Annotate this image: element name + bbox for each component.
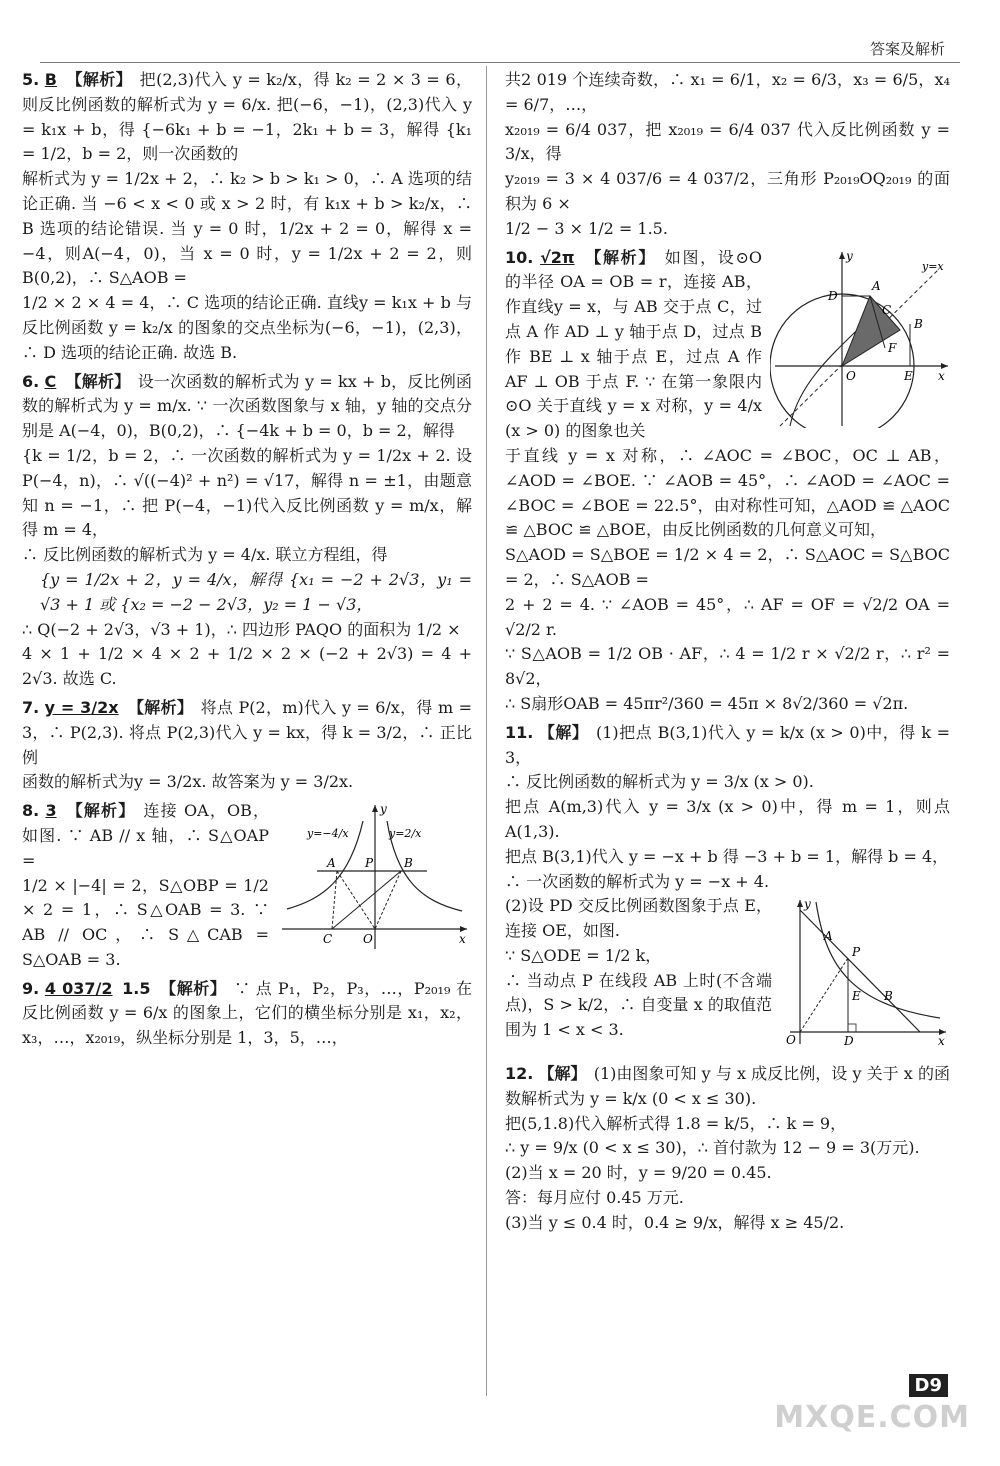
question-9-continued [505,68,950,242]
point-label: O [786,1033,796,1047]
solution-line: ∴ y = 9/x (0 < x ≤ 30)，∴ 首付款为 12 − 9 = 3(万元). [505,1138,920,1158]
solution-line: (3)当 y ≤ 0.4 时，0.4 ≥ 9/x，解得 x ≥ 45/2. [505,1212,845,1232]
solution-line: 4 × 1 + 1/2 × 4 × 2 + 1/2 × 2 × (−2 + 2√3) = 4 + 2√3. 故选 C. [22,644,472,689]
left-column [22,68,472,1055]
solution-line: 于直线 y = x 对称，∴ ∠AOC = ∠BOC，OC ⊥ AB，∠AOD = ∠BOE. ∵ ∠AOB = 45°，∴ ∠AOD = ∠AOC = ∠BOC = ∠BOE = 22.5°，由对称性可知，△AOD ≌ △AOC ≌ △BOC ≌ △BOE，由反比例函数的几何意义可知， [505,445,950,540]
question-number: 12. [505,1064,534,1084]
solution-line: ∴ 一次函数的解析式为 y = −x + 4. [505,871,770,891]
solution-line: (2)设 PD 交反比例函数图象于点 E，连接 OE，如图. [505,896,772,941]
point-label: B [404,856,413,871]
equation-system: {y = 1/2x + 2，y = 4/x，解得 {x₁ = −2 + 2√3，y₁ = √3 + 1 或 {x₂ = −2 − 2√3，y₂ = 1 − √3， [40,569,472,614]
question-number: 5. [22,70,40,89]
solution-line: 设一次函数的解析式为 y = kx + b，反比例函数的解析式为 y = m/x. ∵ 一次函数图象与 x 轴，y 轴的交点分别是 A(−4，0)，B(0,2)，∴ {−4k + b = 0，b = 2，解得 [22,371,472,441]
solution-line: ∵ 点 P₁，P₂，P₃，…，P₂₀₁₉ 在反比例函数 y = 6/x 的图象上，它们的横坐标分别是 x₁，x₂，x₃，…，x₂₀₁₉，纵坐标分别是 1，3，5，…， [22,978,473,1048]
analysis-tag: 【解析】 [585,247,657,267]
point-label: E [852,989,861,1004]
answer-value: y = 3/2x [44,697,119,717]
curve-label-right: y=2/x [389,827,422,841]
line-hyperbola-figure-q11 [780,896,950,1046]
point-label: P [365,856,374,871]
watermark: MXQE.COM [774,1400,970,1435]
question-12 [505,1062,950,1236]
point-label: D [828,288,838,303]
point-label: O [363,932,373,947]
point-label: C [323,932,333,947]
solution-line: 函数的解析式为y = 3/2x. 故答案为 y = 3/2x. [22,772,354,792]
solution-tag: 【解】 [538,1064,587,1084]
solution-line: 把点 B(3,1)代入 y = −x + b 得 −3 + b = 1，解得 b = 4， [505,846,949,866]
figure-q8 [277,801,472,959]
axis-label: y [380,802,387,817]
point-label: C [882,302,892,317]
solution-line: (1)把点 B(3,1)代入 y = k/x (x > 0)中，得 k = 3， [505,722,950,767]
solution-line: 答：每月应付 0.45 万元. [505,1188,684,1208]
answer-value: 4 037/2 [44,978,113,998]
point-label: D [844,1034,854,1047]
question-8 [22,799,472,973]
circle-figure-q10 [770,248,950,428]
solution-line: x₂₀₁₉ = 6/4 037，把 x₂₀₁₉ = 6/4 037 代入反比例函数 y = 3/x，得 [505,119,950,164]
point-label: B [914,316,923,331]
curve-label-left: y=−4/x [307,827,349,841]
answer-value: 3 [45,801,57,821]
solution-line: 共2 019 个连续奇数，∴ x₁ = 6/1，x₂ = 6/3，x₃ = 6/5，x₄ = 6/7，…， [505,70,950,114]
point-label: E [904,368,913,383]
analysis-tag: 【解析】 [160,978,227,998]
solution-line: y₂₀₁₉ = 3 × 4 037/6 = 4 037/2，三角形 P₂₀₁₉OQ₂₀₁₉ 的面积为 6 × [505,169,950,213]
solution-tag: 【解】 [538,722,589,742]
solution-line: 连接 OA，OB，如图. ∵ AB // x 轴，∴ S△OAP = [22,801,269,870]
solution-line: ∴ 当动点 P 在线段 AB 上时(不含端点)，S > k/2，∴ 自变量 x 的取值范围为 1 < x < 3. [505,970,772,1040]
analysis-tag: 【解析】 [128,697,194,717]
question-9 [22,977,472,1051]
answer-choice: C [44,371,57,391]
answer-value: √2π [540,247,575,267]
question-number: 9. [22,978,40,998]
solution-line: ∴ 反比例函数的解析式为 y = 3/x (x > 0). [505,772,814,792]
question-11 [505,721,950,1058]
solution-line: 1/2 × |−4| = 2，S△OBP = 1/2 × 2 = 1，∴ S△OAB = 3. ∵ AB // OC，∴ S△CAB = S△OAB = 3. [22,875,269,969]
question-7 [22,696,472,795]
solution-line: S△AOD = S△BOE = 1/2 × 4 = 2，∴ S△AOC = S△BOC = 2，∴ S△AOB = [505,545,950,589]
analysis-tag: 【解析】 [66,801,136,821]
page-header-title: 答案及解析 [869,40,945,58]
question-number: 8. [22,801,40,821]
question-6 [22,370,472,692]
solution-line: 将点 P(2，m)代入 y = 6/x，得 m = 3，∴ P(2,3). 将点 P(2,3)代入 y = kx，得 k = 3/2，∴ 正比例 [22,697,473,767]
solution-line: ∴ Q(−2 + 2√3，√3 + 1)，∴ 四边形 PAQO 的面积为 1/2 × [22,619,461,639]
axis-label: x [938,1034,945,1047]
solution-line: 解析式为 y = 1/2x + 2，∴ k₂ > b > k₁ > 0，∴ A 选项的结论正确. 当 −6 < x < 0 或 x > 2 时，有 k₁x + b > k₂/x，∴ B 选项的结论错误. 当 y = 0 时，1/2x + 2 = 0，解得 x = −4，则A(−4，0)，当 x = 0 时，y = 1/2x + 2 = 2，则 B(0,2)，∴ S△AOB = [22,169,472,288]
question-number: 11. [505,722,534,742]
axis-label: y [846,248,853,263]
column-divider [486,66,487,1396]
point-label: A [872,278,881,293]
axis-label: y [804,897,811,912]
answer-value-2: 1.5 [122,978,151,998]
question-number: 6. [22,371,40,391]
point-label: F [888,340,897,355]
page-number: D9 [909,1374,948,1397]
question-number: 10. [505,247,534,267]
solution-line: ∴ 反比例函数的解析式为 y = 4/x. 联立方程组，得 [22,545,388,565]
point-label: A [327,856,336,871]
point-label: O [846,368,856,383]
point-label: B [884,989,893,1004]
axis-label: x [459,932,466,947]
point-label: A [824,929,833,944]
solution-line: ∴ S扇形OAB = 45πr²/360 = 45π × 8√2/360 = √2π. [505,693,909,713]
solution-line: 1/2 × 2 × 4 = 4，∴ C 选项的结论正确. 直线y = k₁x + b 与反比例函数 y = k₂/x 的图象的交点坐标为(−6，−1)，(2,3)，∴ D 选项的结论正确. 故选 B. [22,293,472,362]
right-column [505,68,950,1240]
question-10 [505,246,950,717]
solution-line: 2 + 2 = 4. ∵ ∠AOB = 45°，∴ AF = OF = √2/2 OA = √2/2 r. [505,594,950,639]
header-rule [40,62,960,63]
solution-line: 把点 A(m,3)代入 y = 3/x (x > 0)中，得 m = 1，则点 A(1,3). [505,797,950,841]
axis-label: x [938,368,945,383]
solution-line: (1)由图象可知 y 与 x 成反比例，设 y 关于 x 的函数解析式为 y = k/x (0 < x ≤ 30). [505,1064,950,1108]
solution-line: 把(5,1.8)代入解析式得 1.8 = k/5，∴ k = 9， [505,1113,847,1133]
solution-line: ∵ S△AOB = 1/2 OB · AF，∴ 4 = 1/2 r × √2/2 r，∴ r² = 8√2， [505,644,950,689]
solution-line: 1/2 − 3 × 1/2 = 1.5. [505,218,668,238]
figure-q11 [780,896,950,1054]
point-label: P [852,945,861,960]
solution-line: {k = 1/2，b = 2，∴ 一次函数的解析式为 y = 1/2x + 2. 设 P(−4，n)，∴ √((−4)² + n²) = √17，解得 n = ±1，由题意知 n = −1，∴ 把 P(−4，−1)代入反比例函数 y = m/x，解得 m = 4， [22,445,472,540]
line-label: y=x [922,259,944,273]
answer-choice: B [44,70,57,89]
solution-line: (2)当 x = 20 时，y = 9/20 = 0.45. [505,1163,772,1183]
figure-q10 [770,248,950,436]
solution-line: 把(2,3)代入 y = k₂/x，得 k₂ = 2 × 3 = 6，则反比例函数的解析式为 y = 6/x. 把(−6，−1)，(2,3)代入 y = k₁x + b，得 {−6k₁ + b = −1，2k₁ + b = 3，解得 {k₁ = 1/2，b = 2，则一次函数的 [22,70,472,164]
analysis-tag: 【解析】 [65,371,131,391]
hyperbola-figure-q8 [277,801,472,951]
question-5 [22,68,472,366]
solution-line: 如图，设⊙O 的半径 OA = OB = r，连接 AB，作直线y = x，与 AB 交于点 C，过点 A 作 AD ⊥ y 轴于点 D，过点 B 作 BE ⊥ x 轴于点 E，过点 A 作 AF ⊥ OB 于点 F. ∵ 在第一象限内⊙O 关于直线 y = x 对称，y = 4/x (x > 0) 的图象也关 [505,247,762,441]
question-number: 7. [22,697,40,717]
analysis-tag: 【解析】 [66,70,133,89]
solution-line: ∵ S△ODE = 1/2 k， [505,945,662,965]
